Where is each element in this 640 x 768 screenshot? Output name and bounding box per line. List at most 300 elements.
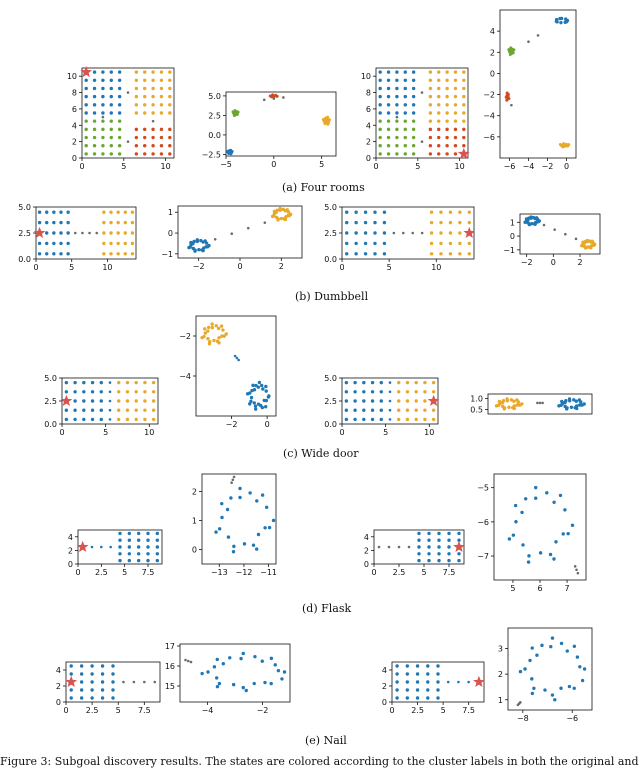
data-point (387, 144, 390, 147)
data-point (378, 144, 381, 147)
data-point (449, 221, 452, 224)
data-point (445, 144, 448, 147)
data-point (220, 324, 223, 327)
data-point (184, 659, 187, 662)
data-point (255, 547, 258, 550)
x-tick-label: 2.5 (411, 706, 424, 715)
data-point (152, 390, 155, 393)
data-point (345, 231, 348, 234)
subplot-7 (324, 203, 475, 272)
data-point (38, 242, 41, 245)
data-point (101, 128, 104, 131)
data-point (80, 680, 83, 683)
data-point (395, 144, 398, 147)
y-tick-label: 16 (164, 662, 175, 671)
data-point (393, 232, 396, 235)
data-point (100, 381, 103, 384)
plot-frame (180, 644, 290, 702)
data-point (404, 87, 407, 90)
data-point (406, 688, 409, 691)
y-tick-label: 6 (365, 104, 371, 114)
data-point (578, 665, 581, 668)
data-point (253, 401, 256, 404)
data-point (93, 103, 96, 106)
data-point (84, 111, 87, 114)
x-tick-label: −12 (235, 568, 253, 577)
data-point (432, 409, 435, 412)
data-point (110, 103, 113, 106)
y-tick-label: 0.0 (208, 130, 221, 140)
data-point (126, 418, 129, 421)
data-point (549, 645, 552, 648)
data-point (404, 103, 407, 106)
data-point (90, 672, 93, 675)
data-point (389, 391, 392, 394)
data-point (252, 544, 255, 547)
data-point (527, 560, 530, 563)
data-point (100, 418, 103, 421)
data-point (445, 128, 448, 131)
data-point (91, 381, 94, 384)
data-point (84, 119, 87, 122)
data-point (414, 390, 417, 393)
data-point (389, 409, 392, 412)
x-tick-label: 0 (371, 568, 377, 577)
x-tick-label: −4 (522, 162, 535, 171)
x-tick-label: −11 (260, 568, 278, 577)
subplot-2 (202, 92, 336, 169)
data-point (387, 128, 390, 131)
data-point (128, 559, 131, 562)
data-point (449, 252, 452, 255)
data-point (264, 385, 267, 388)
data-point (432, 390, 435, 393)
data-point (160, 103, 163, 106)
data-point (232, 550, 235, 553)
data-point (160, 152, 163, 155)
data-point (216, 658, 219, 661)
data-point (326, 123, 329, 126)
data-point (539, 402, 542, 405)
data-point (575, 568, 578, 571)
data-point (395, 111, 398, 114)
data-point (101, 95, 104, 98)
data-point (117, 390, 120, 393)
data-point (371, 399, 374, 402)
data-point (506, 91, 509, 94)
data-point (353, 409, 356, 412)
data-point (221, 328, 224, 331)
data-point (265, 506, 268, 509)
data-point (566, 649, 569, 652)
data-point (133, 681, 136, 684)
data-point (558, 17, 561, 20)
data-point (84, 136, 87, 139)
data-point (206, 337, 209, 340)
y-tick-label: 0 (381, 698, 387, 707)
data-point (437, 539, 440, 542)
data-point (414, 418, 417, 421)
data-point (354, 231, 357, 234)
data-point (389, 418, 392, 421)
data-point (101, 119, 104, 122)
data-point (206, 670, 209, 673)
subplot-8 (503, 214, 600, 267)
data-point (576, 655, 579, 658)
y-tick-label: 4 (67, 532, 73, 542)
data-point (270, 95, 273, 98)
data-point (109, 546, 112, 549)
data-point (207, 326, 210, 329)
data-point (437, 152, 440, 155)
data-point (397, 381, 400, 384)
data-point (143, 418, 146, 421)
x-tick-label: 5 (510, 584, 516, 593)
data-point (578, 398, 581, 401)
data-point (118, 128, 121, 131)
data-point (231, 110, 234, 113)
data-point (111, 664, 114, 667)
data-point (429, 87, 432, 90)
data-point (578, 403, 581, 406)
data-point (118, 552, 121, 555)
data-point (417, 552, 420, 555)
data-point (109, 242, 112, 245)
data-point (437, 95, 440, 98)
data-point (143, 103, 146, 106)
data-point (437, 532, 440, 535)
data-point (429, 119, 432, 122)
data-point (373, 231, 376, 234)
data-point (226, 150, 229, 153)
subplot-17 (56, 662, 160, 715)
data-point (280, 677, 283, 680)
data-point (574, 565, 577, 568)
data-point (414, 399, 417, 402)
data-point (543, 688, 546, 691)
data-point (245, 689, 248, 692)
plot-frame (508, 628, 592, 710)
caption-flask: (d) Flask (302, 602, 352, 615)
data-point (151, 152, 154, 155)
data-point (254, 405, 257, 408)
data-point (406, 390, 409, 393)
data-point (454, 119, 457, 122)
data-point (398, 546, 401, 549)
data-point (429, 136, 432, 139)
x-tick-label: 0 (79, 162, 85, 171)
data-point (445, 79, 448, 82)
y-tick-label: 0 (55, 698, 61, 707)
data-point (354, 211, 357, 214)
data-point (196, 238, 199, 241)
data-point (437, 552, 440, 555)
data-point (417, 539, 420, 542)
data-point (124, 252, 127, 255)
y-tick-label: 0 (71, 154, 77, 163)
data-point (328, 118, 331, 121)
caption-nail: (e) Nail (305, 734, 347, 747)
data-point (93, 128, 96, 131)
data-point (151, 70, 154, 73)
data-point (73, 381, 76, 384)
data-point (282, 96, 285, 99)
data-point (345, 221, 348, 224)
y-tick-label: 5.0 (44, 374, 57, 383)
data-point (100, 409, 103, 412)
data-point (454, 103, 457, 106)
y-tick-label: 2 (489, 48, 495, 58)
data-point (417, 532, 420, 535)
x-tick-label: 10 (160, 162, 171, 171)
data-point (260, 384, 263, 387)
data-point (59, 231, 62, 234)
data-point (143, 152, 146, 155)
data-point (214, 530, 217, 533)
data-point (437, 128, 440, 131)
data-point (135, 136, 138, 139)
data-point (233, 476, 236, 479)
data-point (117, 418, 120, 421)
data-point (168, 144, 171, 147)
data-point (66, 252, 69, 255)
y-tick-label: 1.0 (470, 394, 483, 404)
caption-wide-door: (c) Wide door (283, 447, 359, 460)
subplot-12 (470, 394, 592, 415)
data-point (101, 111, 104, 114)
y-tick-label: 6 (71, 104, 77, 114)
data-point (572, 398, 575, 401)
data-point (91, 409, 94, 412)
x-tick-label: 5 (103, 428, 109, 437)
data-point (527, 40, 530, 43)
start-star-marker (473, 676, 485, 687)
y-tick-label: 2.5 (324, 397, 337, 406)
data-point (423, 381, 426, 384)
data-point (90, 696, 93, 699)
y-tick-label: 2 (365, 137, 371, 147)
data-point (397, 390, 400, 393)
data-point (143, 136, 146, 139)
data-point (220, 334, 223, 337)
data-point (286, 208, 289, 211)
data-point (134, 381, 137, 384)
data-point (238, 487, 241, 490)
data-point (437, 144, 440, 147)
data-point (430, 231, 433, 234)
x-tick-label: 10 (102, 263, 113, 272)
data-point (160, 128, 163, 131)
data-point (84, 128, 87, 131)
data-point (449, 231, 452, 234)
data-point (513, 404, 516, 407)
data-point (447, 552, 450, 555)
data-point (143, 95, 146, 98)
data-point (45, 242, 48, 245)
x-tick-label: 0 (373, 162, 379, 171)
data-point (118, 95, 121, 98)
x-tick-label: 5 (122, 568, 128, 577)
start-star-marker (77, 541, 89, 552)
data-point (454, 152, 457, 155)
y-tick-label: 3 (497, 644, 503, 654)
y-tick-label: −4 (179, 372, 191, 381)
data-point (156, 552, 159, 555)
data-point (160, 136, 163, 139)
plot-layer (18, 10, 600, 723)
data-point (378, 103, 381, 106)
data-point (468, 221, 471, 224)
data-point (160, 79, 163, 82)
data-point (345, 390, 348, 393)
data-point (457, 559, 460, 562)
data-point (553, 698, 556, 701)
y-tick-label: 5.0 (324, 374, 337, 383)
data-point (126, 390, 129, 393)
data-point (541, 402, 544, 405)
data-point (404, 152, 407, 155)
data-point (91, 546, 94, 549)
data-point (406, 696, 409, 699)
x-tick-label: 5 (383, 428, 389, 437)
data-point (91, 399, 94, 402)
data-point (110, 79, 113, 82)
data-point (116, 221, 119, 224)
data-point (396, 116, 399, 119)
data-point (567, 143, 570, 146)
data-point (168, 136, 171, 139)
x-tick-label: 5 (121, 162, 127, 171)
x-tick-label: 5 (415, 162, 421, 171)
data-point (109, 391, 112, 394)
data-point (80, 688, 83, 691)
data-point (128, 532, 131, 535)
data-point (229, 149, 232, 152)
data-point (437, 545, 440, 548)
data-point (118, 119, 121, 122)
data-point (445, 87, 448, 90)
data-point (345, 252, 348, 255)
data-point (462, 87, 465, 90)
data-point (264, 405, 267, 408)
subplot-4 (483, 10, 576, 171)
data-point (82, 399, 85, 402)
data-point (421, 140, 424, 143)
data-point (126, 399, 129, 402)
data-point (568, 685, 571, 688)
data-point (457, 681, 460, 684)
data-point (404, 144, 407, 147)
y-tick-label: −2 (483, 90, 495, 100)
data-point (168, 103, 171, 106)
data-point (160, 87, 163, 90)
data-point (449, 242, 452, 245)
data-point (364, 242, 367, 245)
data-point (249, 400, 252, 403)
data-point (152, 418, 155, 421)
data-point (445, 103, 448, 106)
data-point (127, 140, 130, 143)
y-tick-label: 2.5 (324, 229, 337, 238)
data-point (70, 664, 73, 667)
x-tick-label: 0 (339, 428, 345, 437)
data-point (430, 221, 433, 224)
data-point (153, 681, 156, 684)
data-point (416, 664, 419, 667)
data-point (406, 418, 409, 421)
x-tick-label: 2.5 (85, 706, 99, 715)
data-point (70, 696, 73, 699)
data-point (277, 669, 280, 672)
data-point (457, 532, 460, 535)
data-point (373, 221, 376, 224)
data-point (566, 532, 569, 535)
y-tick-label: 10 (66, 72, 77, 82)
data-point (111, 680, 114, 683)
data-point (218, 527, 221, 530)
data-point (575, 238, 578, 241)
data-point (534, 497, 537, 500)
data-point (404, 70, 407, 73)
data-point (110, 87, 113, 90)
data-point (427, 532, 430, 535)
data-point (534, 486, 537, 489)
data-point (82, 390, 85, 393)
data-point (193, 248, 196, 251)
data-point (200, 672, 203, 675)
x-tick-label: 7 (564, 584, 570, 593)
data-point (84, 144, 87, 147)
data-point (143, 144, 146, 147)
data-point (454, 136, 457, 139)
data-point (462, 70, 465, 73)
y-tick-label: 2 (71, 137, 77, 147)
data-point (426, 688, 429, 691)
data-point (454, 87, 457, 90)
data-point (137, 552, 140, 555)
data-point (227, 535, 230, 538)
start-star-marker (463, 227, 475, 238)
y-tick-label: 0.0 (44, 420, 57, 429)
data-point (437, 559, 440, 562)
data-point (575, 404, 578, 407)
y-tick-label: 2 (191, 487, 197, 497)
data-point (229, 152, 232, 155)
data-point (109, 409, 112, 412)
data-point (156, 532, 159, 535)
x-tick-label: 0 (339, 263, 345, 272)
data-point (102, 242, 105, 245)
data-point (204, 245, 207, 248)
data-point (421, 91, 424, 94)
data-point (135, 103, 138, 106)
start-star-marker (453, 541, 465, 552)
data-point (135, 87, 138, 90)
data-point (151, 79, 154, 82)
data-point (282, 208, 285, 211)
data-point (395, 664, 398, 667)
x-tick-label: −4 (201, 706, 214, 715)
data-point (118, 532, 121, 535)
data-point (380, 418, 383, 421)
data-point (261, 493, 264, 496)
data-point (263, 99, 266, 102)
data-point (429, 144, 432, 147)
data-point (197, 248, 200, 251)
data-point (248, 491, 251, 494)
data-point (93, 95, 96, 98)
x-tick-label: 2 (278, 262, 284, 271)
